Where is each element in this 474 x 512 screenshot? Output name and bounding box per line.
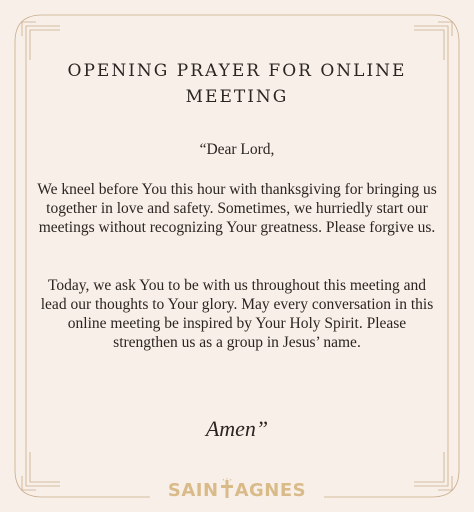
title-line-2: MEETING bbox=[185, 87, 289, 107]
prayer-paragraph-2: Today, we ask You to be with us throughout this meeting and lead our thoughts to Your glory. May every conversation in this online meeting be inspired by Your Holy Spirit. Please strengthen us as a group in Jesus’ name. bbox=[40, 277, 434, 351]
page-title bbox=[40, 58, 434, 110]
title-line-1: OPENING PRAYER FOR ONLINE bbox=[67, 61, 407, 81]
prayer-paragraph-1: We kneel before You this hour with thanksgiving for bringing us together in love and safety. Sometimes, we hurriedly start our meetings without recognizing Your greatness. Please forgive us. bbox=[37, 181, 437, 236]
cross-icon bbox=[219, 478, 235, 503]
logo-text-left: SAIN bbox=[167, 480, 219, 501]
saint-agnes-logo bbox=[0, 478, 474, 503]
salutation: “Dear Lord, bbox=[199, 141, 275, 158]
closing-amen: Amen” bbox=[205, 416, 269, 441]
logo-text-right: AGNES bbox=[234, 480, 307, 501]
